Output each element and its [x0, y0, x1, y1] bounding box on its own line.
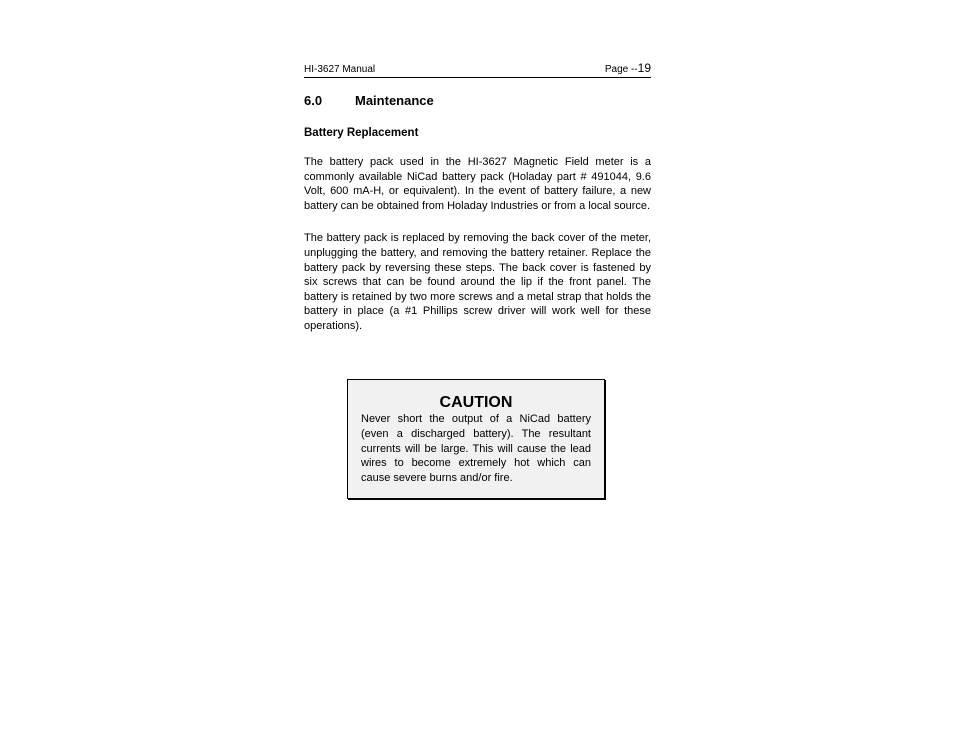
- section-number: 6.0: [304, 93, 323, 108]
- manual-title: HI-3627 Manual: [304, 64, 376, 75]
- page-number: 19: [637, 61, 651, 75]
- caution-text: Never short the output of a NiCad battery (even a discharged battery). The resultant currents will be large. This will cause the lead wires to become extremely hot which can cause severe burns and/or fire.: [361, 413, 591, 485]
- paragraph-battery-pack: The battery pack used in the HI-3627 Magnetic Field meter is a commonly available NiCad battery pack (Holaday part # 491044, 9.6 Volt, 600 mA-H, or equivalent). In the event of battery failure, a new battery can be obtained from Holaday Industries or from a local source.: [304, 156, 651, 212]
- page-header: [304, 62, 651, 78]
- subsection-heading: Battery Replacement: [304, 127, 419, 139]
- caution-box: [347, 379, 605, 499]
- section-heading: [304, 93, 651, 108]
- page-number-label: [605, 62, 651, 76]
- caution-title: CAUTION: [439, 394, 513, 411]
- section-title: Maintenance: [355, 93, 434, 108]
- page-prefix: Page --: [604, 64, 638, 75]
- manual-page: [304, 62, 651, 345]
- paragraph-replacement-steps: The battery pack is replaced by removing the back cover of the meter, unplugging the battery, and removing the battery retainer. Replace the battery pack by reversing these steps. The back cover is fastened by six screws that can be found around the lip if the front panel. The battery is retained by two more screws and a metal strap that holds the battery in place (a #1 Phillips screw driver will work well for these operations).: [304, 232, 651, 332]
